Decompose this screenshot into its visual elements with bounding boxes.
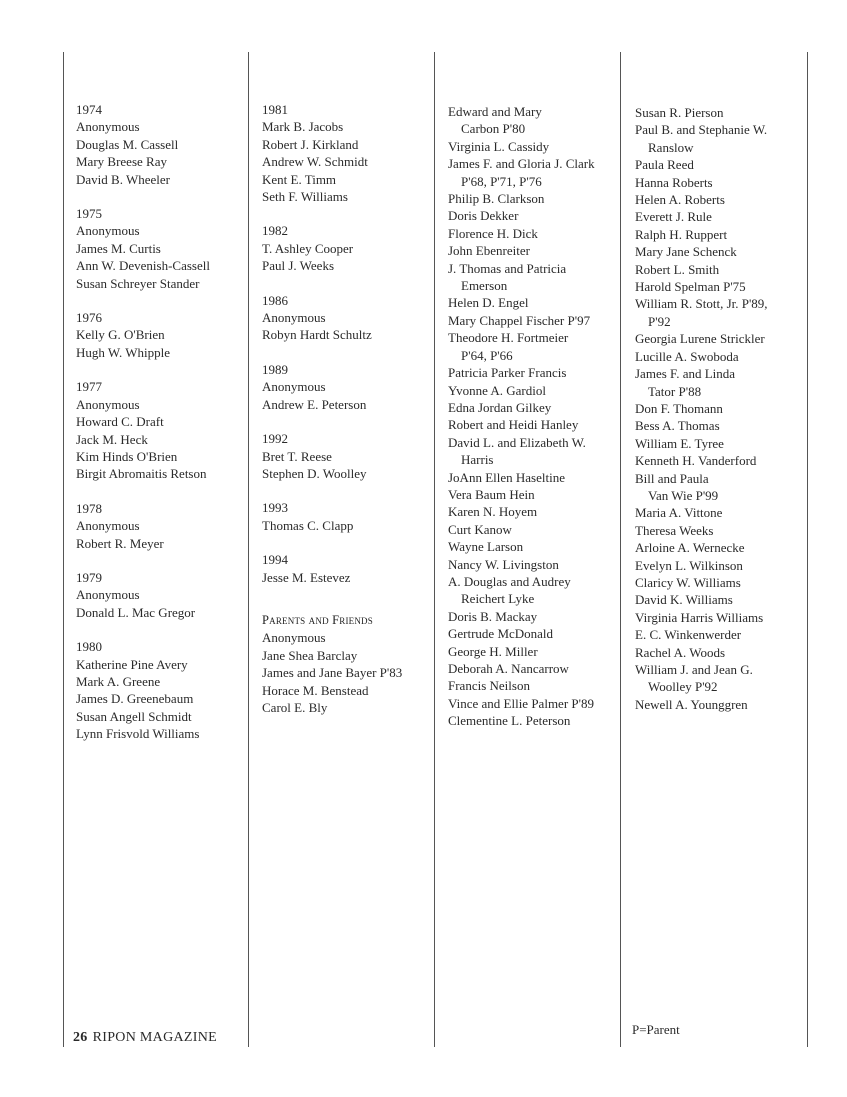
donor-name: Susan Angell Schmidt <box>76 708 192 724</box>
donor-name: Robert and Heidi Hanley <box>448 417 579 433</box>
year-heading: 1986 <box>262 292 288 308</box>
donor-name: Stephen D. Woolley <box>262 465 367 481</box>
column-rule-4 <box>620 52 621 1047</box>
donor-name: Kenneth H. Vanderford <box>635 453 757 469</box>
donor-name-continuation: Ranslow <box>648 139 694 155</box>
donor-name: Wayne Larson <box>448 539 524 555</box>
year-group <box>76 101 210 188</box>
donor-name: Carol E. Bly <box>262 699 328 715</box>
donor-name: Thomas C. Clapp <box>262 517 354 533</box>
donor-entry <box>635 626 768 643</box>
page-footer <box>73 1030 217 1046</box>
donor-name: Anonymous <box>76 223 140 239</box>
donor-entry <box>448 486 595 503</box>
donor-name-continuation: P'92 <box>648 313 671 329</box>
donor-entry <box>635 609 768 626</box>
year-heading: 1982 <box>262 223 288 239</box>
donor-entry <box>635 661 768 696</box>
donor-entry <box>635 574 768 591</box>
donor-entry <box>448 625 595 642</box>
donor-entry <box>448 312 595 329</box>
donor-name: Nancy W. Livingston <box>448 556 559 572</box>
donor-name-continuation: Emerson <box>461 278 508 294</box>
donor-entry <box>448 399 595 416</box>
donor-entry <box>448 608 595 625</box>
donor-entry <box>635 156 768 173</box>
donor-name: Doris B. Mackay <box>448 608 538 624</box>
donor-name: JoAnn Ellen Haseltine <box>448 469 565 485</box>
donor-name: James and Jane Bayer P'83 <box>262 665 403 681</box>
donor-entry <box>448 155 595 190</box>
donor-entry <box>635 435 768 452</box>
donor-entry <box>448 434 595 469</box>
donor-entry <box>448 416 595 433</box>
donor-name: Andrew E. Peterson <box>262 396 367 412</box>
year-group <box>262 361 402 413</box>
donor-name: Andrew W. Schmidt <box>262 154 368 170</box>
donor-entry <box>635 174 768 191</box>
year-heading: 1975 <box>76 206 102 222</box>
donor-name: Everett J. Rule <box>635 209 712 225</box>
donor-entry <box>635 400 768 417</box>
donor-name: Douglas M. Cassell <box>76 136 179 152</box>
donor-column-1 <box>76 101 210 760</box>
donor-name: Anonymous <box>76 587 140 603</box>
donor-name: Paul B. and Stephanie W. <box>635 122 768 138</box>
year-group <box>262 101 402 205</box>
year-heading: 1978 <box>76 500 102 516</box>
donor-entry <box>635 104 768 121</box>
year-group <box>76 205 210 292</box>
donor-column-2 <box>262 101 402 733</box>
donor-entry <box>635 591 768 608</box>
donor-name: Jesse M. Estevez <box>262 569 351 585</box>
donor-name: Doris Dekker <box>448 208 519 224</box>
donor-name: Edna Jordan Gilkey <box>448 399 552 415</box>
donor-name: Anonymous <box>76 518 140 534</box>
donor-name: David L. and Elizabeth W. <box>448 434 586 450</box>
donor-name: Philip B. Clarkson <box>448 191 545 207</box>
donor-name: Kim Hinds O'Brien <box>76 448 178 464</box>
donor-name: Bess A. Thomas <box>635 418 720 434</box>
year-heading: 1993 <box>262 500 288 516</box>
donor-name-continuation: Reichert Lyke <box>461 591 535 607</box>
donor-entry <box>635 696 768 713</box>
donor-entry <box>448 294 595 311</box>
donor-name-continuation: P'68, P'71, P'76 <box>461 173 542 189</box>
donor-name: Lynn Frisvold Williams <box>76 726 200 742</box>
donor-name: E. C. Winkenwerder <box>635 627 742 643</box>
donor-name: Edward and Mary <box>448 104 542 119</box>
donor-entry <box>448 556 595 573</box>
donor-entry <box>635 208 768 225</box>
year-heading: 1977 <box>76 379 102 395</box>
year-heading: 1980 <box>76 639 102 655</box>
donor-name: Patricia Parker Francis <box>448 365 567 381</box>
donor-entry <box>448 190 595 207</box>
donor-entry <box>635 191 768 208</box>
donor-name: James D. Greenebaum <box>76 691 194 707</box>
donor-name: Francis Neilson <box>448 678 530 694</box>
donor-name: Horace M. Benstead <box>262 682 369 698</box>
parent-legend: P=Parent <box>632 1022 680 1037</box>
donor-entry <box>635 644 768 661</box>
donor-entry <box>448 469 595 486</box>
donor-name: Katherine Pine Avery <box>76 656 188 672</box>
donor-name: Donald L. Mac Gregor <box>76 604 196 620</box>
donor-name: Mary Breese Ray <box>76 154 167 170</box>
donor-name: Maria A. Vittone <box>635 505 723 521</box>
donor-name: Ralph H. Ruppert <box>635 226 728 242</box>
column-rule-1 <box>63 52 64 1047</box>
year-group <box>262 551 402 586</box>
donor-name: Birgit Abromaitis Retson <box>76 466 207 482</box>
donor-entry <box>448 677 595 694</box>
donor-name: Bret T. Reese <box>262 448 332 464</box>
donor-name: Rachel A. Woods <box>635 644 726 660</box>
donor-name: Anonymous <box>262 310 326 326</box>
donor-name: Vince and Ellie Palmer P'89 <box>448 695 594 711</box>
donor-name-continuation: Harris <box>461 452 494 468</box>
year-heading: 1974 <box>76 102 102 117</box>
donor-name: Georgia Lurene Strickler <box>635 331 765 347</box>
donor-name: Anonymous <box>262 630 326 646</box>
donor-name: Anonymous <box>262 379 326 395</box>
donor-entry <box>448 242 595 259</box>
donor-name-continuation: Van Wie P'99 <box>648 487 719 503</box>
donor-name: John Ebenreiter <box>448 243 530 259</box>
year-group <box>76 378 210 482</box>
donor-name: James F. and Linda <box>635 366 736 382</box>
donor-entry <box>635 504 768 521</box>
donor-column-3 <box>448 103 595 730</box>
donor-name-continuation: P'64, P'66 <box>461 347 513 363</box>
donor-entry <box>635 365 768 400</box>
donor-name: Arloine A. Wernecke <box>635 540 745 556</box>
donor-name: James M. Curtis <box>76 240 161 256</box>
donor-entry <box>448 207 595 224</box>
donor-entry <box>448 364 595 381</box>
donor-name: Virginia L. Cassidy <box>448 138 550 154</box>
donor-entry <box>635 522 768 539</box>
donor-name: Yvonne A. Gardiol <box>448 382 546 398</box>
year-group <box>262 292 402 344</box>
donor-name: Howard C. Draft <box>76 414 164 430</box>
donor-name: Hugh W. Whipple <box>76 344 171 360</box>
year-heading: 1992 <box>262 431 288 447</box>
donor-entry <box>635 452 768 469</box>
year-heading: 1981 <box>262 102 288 117</box>
donor-entry <box>448 225 595 242</box>
year-group <box>262 222 402 274</box>
donor-entry <box>635 417 768 434</box>
donor-name: Helen D. Engel <box>448 295 529 311</box>
donor-name: Mary Jane Schenck <box>635 244 737 260</box>
donor-name: James F. and Gloria J. Clark <box>448 156 595 172</box>
parents-and-friends-section <box>262 612 402 716</box>
donor-entry <box>448 521 595 538</box>
donor-name: William J. and Jean G. <box>635 662 753 677</box>
donor-name: David B. Wheeler <box>76 171 170 187</box>
donor-name: A. Douglas and Audrey <box>448 573 571 589</box>
donor-entry <box>635 261 768 278</box>
donor-name: Florence H. Dick <box>448 225 538 241</box>
donor-entry <box>448 573 595 608</box>
donor-name: Jack M. Heck <box>76 431 148 447</box>
donor-entry <box>635 121 768 156</box>
donor-name-continuation: Carbon P'80 <box>461 121 526 137</box>
donor-name: Claricy W. Williams <box>635 574 741 590</box>
donor-entry <box>448 260 595 295</box>
donor-name: Paul J. Weeks <box>262 258 335 274</box>
donor-name: Bill and Paula <box>635 470 709 486</box>
donor-name: Theresa Weeks <box>635 522 714 538</box>
year-group <box>76 569 210 621</box>
donor-name: Paula Reed <box>635 157 694 173</box>
donor-name: Helen A. Roberts <box>635 192 725 208</box>
donor-name-continuation: Woolley P'92 <box>648 679 718 695</box>
donor-column-4 <box>635 104 768 713</box>
donor-entry <box>635 348 768 365</box>
year-heading: 1976 <box>76 310 102 326</box>
donor-name: William E. Tyree <box>635 435 724 451</box>
year-heading: 1994 <box>262 552 288 568</box>
section-heading: Parents and Friends <box>262 612 373 627</box>
column-rule-2 <box>248 52 249 1047</box>
year-group <box>76 500 210 552</box>
donor-name: T. Ashley Cooper <box>262 240 354 256</box>
donor-entry <box>635 330 768 347</box>
donor-name: Deborah A. Nancarrow <box>448 661 569 676</box>
column-rule-5 <box>807 52 808 1047</box>
donor-name: Robyn Hardt Schultz <box>262 327 372 343</box>
donor-name: Curt Kanow <box>448 521 512 537</box>
donor-entry <box>635 539 768 556</box>
donor-name: Ann W. Devenish-Cassell <box>76 258 210 274</box>
donor-entry <box>635 295 768 330</box>
donor-name-continuation: Tator P'88 <box>648 383 702 399</box>
donor-name: Don F. Thomann <box>635 400 723 416</box>
donor-name: Evelyn L. Wilkinson <box>635 557 743 573</box>
donor-entry <box>448 382 595 399</box>
donor-entry <box>448 103 595 138</box>
donor-name: Kelly G. O'Brien <box>76 327 165 343</box>
publication-name: RIPON MAGAZINE <box>92 1030 217 1045</box>
donor-name: Jane Shea Barclay <box>262 647 358 663</box>
year-heading: 1979 <box>76 569 102 585</box>
year-group <box>262 499 402 534</box>
year-heading: 1989 <box>262 361 288 377</box>
donor-entry <box>635 226 768 243</box>
donor-name: Newell A. Younggren <box>635 696 748 712</box>
donor-name: Lucille A. Swoboda <box>635 348 739 364</box>
donor-name: Harold Spelman P'75 <box>635 279 746 295</box>
donor-name: Seth F. Williams <box>262 189 348 205</box>
year-group <box>76 309 210 361</box>
donor-name: Mary Chappel Fischer P'97 <box>448 312 591 328</box>
donor-name: David K. Williams <box>635 592 733 608</box>
donor-entry <box>448 660 595 677</box>
donor-name: Clementine L. Peterson <box>448 713 571 729</box>
donor-name: Susan R. Pierson <box>635 105 724 120</box>
donor-entry <box>448 643 595 660</box>
donor-entry <box>635 278 768 295</box>
donor-name: Gertrude McDonald <box>448 626 554 642</box>
donor-name: Karen N. Hoyem <box>448 504 538 520</box>
donor-name: George H. Miller <box>448 643 538 659</box>
donor-name: Hanna Roberts <box>635 174 713 190</box>
donor-name: Vera Baum Hein <box>448 486 535 502</box>
donor-name: Susan Schreyer Stander <box>76 275 200 291</box>
donor-name: J. Thomas and Patricia <box>448 260 567 276</box>
donor-entry <box>448 695 595 712</box>
donor-entry <box>448 329 595 364</box>
donor-name: Mark A. Greene <box>76 673 161 689</box>
donor-name: Mark B. Jacobs <box>262 119 344 135</box>
donor-entry <box>448 538 595 555</box>
donor-entry <box>635 243 768 260</box>
donor-name: Anonymous <box>76 119 140 135</box>
page-number: 26 <box>73 1030 88 1045</box>
donor-name: William R. Stott, Jr. P'89, <box>635 296 768 312</box>
donor-entry <box>635 557 768 574</box>
donor-name: Robert L. Smith <box>635 261 720 277</box>
year-group <box>76 638 210 742</box>
donor-entry <box>635 470 768 505</box>
donor-entry <box>448 138 595 155</box>
donor-entry <box>448 712 595 729</box>
column-rule-3 <box>434 52 435 1047</box>
year-group <box>262 430 402 482</box>
donor-name: Virginia Harris Williams <box>635 609 764 625</box>
donor-name: Kent E. Timm <box>262 171 337 187</box>
donor-name: Robert R. Meyer <box>76 535 164 551</box>
donor-name: Anonymous <box>76 396 140 412</box>
donor-entry <box>448 503 595 520</box>
donor-name: Theodore H. Fortmeier <box>448 330 569 346</box>
donor-name: Robert J. Kirkland <box>262 136 359 152</box>
